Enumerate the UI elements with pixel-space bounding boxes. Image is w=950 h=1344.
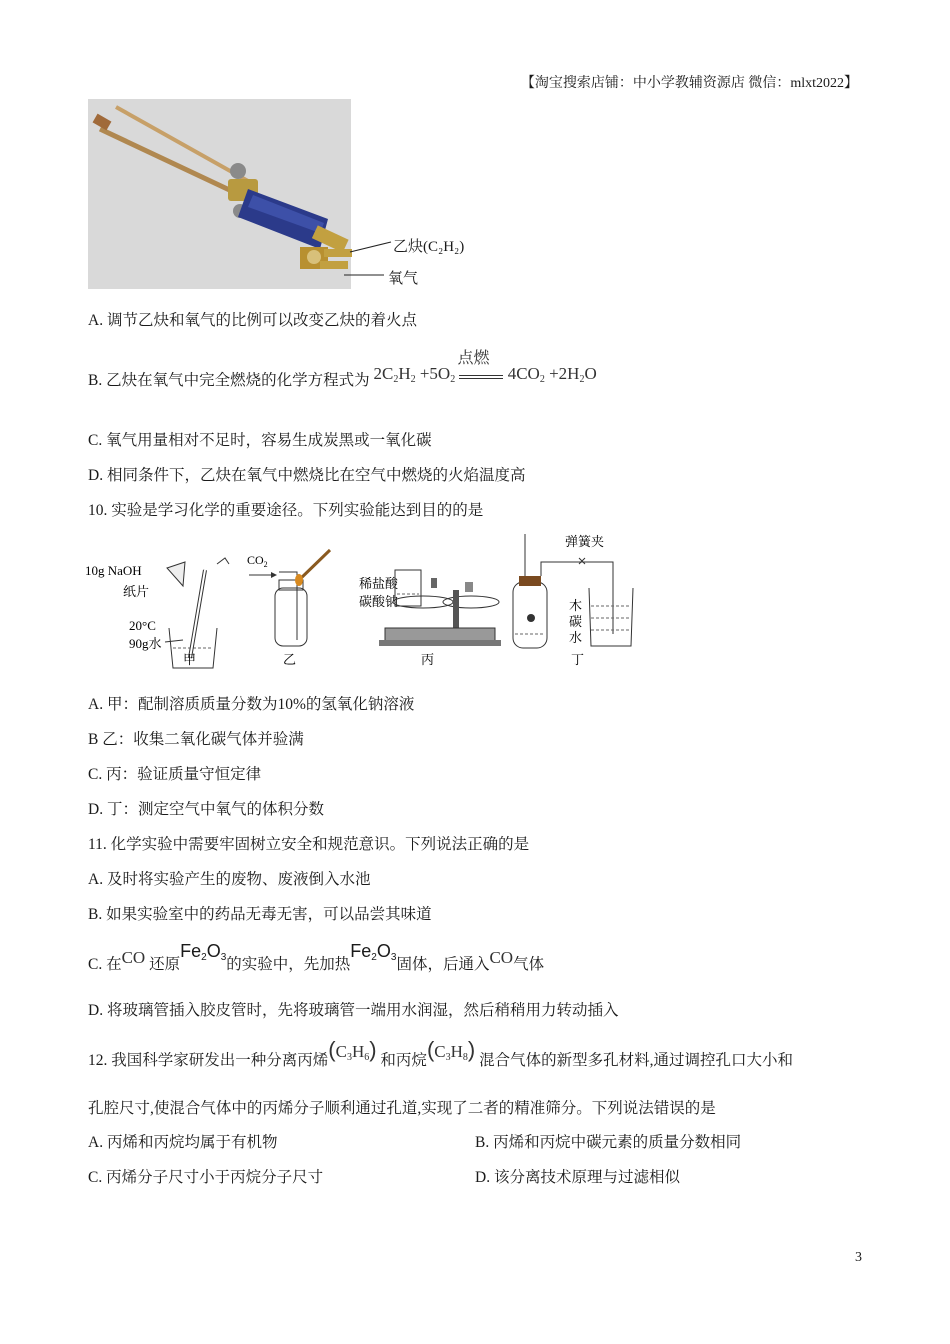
jia-label: 甲 bbox=[183, 652, 197, 667]
q12-stem-line2: 孔腔尺寸,使混合气体中的丙烯分子顺利通过孔道,实现了二者的精准筛分。下列说法错误的是 bbox=[88, 1100, 716, 1117]
q11-option-c: C. 在CO 还原$Fe_2O_3$的实验中，先加热$Fe_2O_3$固体，后通入CO气体 bbox=[88, 941, 545, 973]
q11-option-b: B. 如果实验室中的药品无毒无害，可以品尝其味道 bbox=[88, 906, 432, 923]
q9-option-d: D. 相同条件下，乙炔在氧气中燃烧比在空气中燃烧的火焰温度高 bbox=[88, 467, 526, 484]
ding-label: 丁 bbox=[571, 652, 585, 667]
q10-option-c: C. 丙：验证质量守恒定律 bbox=[88, 766, 262, 783]
q12-option-b: B. 丙烯和丙烷中碳元素的质量分数相同 bbox=[475, 1134, 742, 1151]
q11-option-a: A. 及时将实验产生的废物、废液倒入水池 bbox=[88, 871, 371, 888]
jia-temp-label: 20°C bbox=[129, 618, 156, 633]
jia-paper-label: 纸片 bbox=[123, 584, 150, 599]
q11-stem: 11. 化学实验中需要牢固树立安全和规范意识。下列说法正确的是 bbox=[88, 836, 530, 853]
q12-option-a: A. 丙烯和丙烷均属于有机物 bbox=[88, 1134, 278, 1151]
q9-option-b-text: B. 乙炔在氧气中完全燃烧的化学方程式为 bbox=[88, 372, 370, 389]
q11-option-d: D. 将玻璃管插入胶皮管时，先将玻璃管一端用水润湿，然后稍稍用力转动插入 bbox=[88, 1002, 619, 1019]
q10-option-a: A. 甲：配制溶质质量分数为10%的氢氧化钠溶液 bbox=[88, 696, 415, 713]
page-header: 【淘宝搜索店铺：中小学教辅资源店 微信：mlxt2022】 bbox=[520, 76, 858, 91]
combustion-equation: $2C_2H_2 +5O_2$ 点燃 $4CO_2 +2H_2O$ bbox=[373, 350, 597, 385]
jia-naoh-label: 10g NaOH bbox=[85, 563, 142, 578]
experiment-figure bbox=[85, 530, 645, 670]
ding-charcoal-label-1: 木 bbox=[569, 598, 583, 613]
q9-option-b bbox=[88, 350, 597, 396]
q9-option-c: C. 氧气用量相对不足时，容易生成炭黑或一氧化碳 bbox=[88, 432, 432, 449]
yi-label: 乙 bbox=[283, 652, 297, 667]
acetylene-label: 乙炔(C₂H₂) bbox=[393, 239, 465, 255]
bing-acid-label: 稀盐酸 bbox=[359, 576, 399, 591]
q10-stem: 10. 实验是学习化学的重要途径。下列实验能达到目的的是 bbox=[88, 502, 484, 519]
page-number: 3 bbox=[855, 1250, 862, 1265]
q12-stem: 12. 我国科学家研发出一种分离丙烯$(C_3H_6)$ 和丙烷$(C_3H_8)$ 混合气体的新型多孔材料,通过调控孔口大小和 bbox=[88, 1037, 793, 1069]
ding-clip-label: 弹簧夹 bbox=[565, 534, 605, 549]
svg-text:CO2: $CO_2$ bbox=[247, 553, 268, 569]
q12-option-d: D. 该分离技术原理与过滤相似 bbox=[475, 1169, 680, 1186]
q9-option-a: A. 调节乙炔和氧气的比例可以改变乙炔的着火点 bbox=[88, 312, 417, 329]
bing-salt-label: 碳酸钠 bbox=[359, 594, 399, 609]
q10-option-d: D. 丁：测定空气中氧气的体积分数 bbox=[88, 801, 324, 818]
ding-water-label: 水 bbox=[569, 630, 583, 645]
q10-option-b: B 乙：收集二氧化碳气体并验满 bbox=[88, 731, 304, 748]
bing-label: 丙 bbox=[421, 652, 435, 667]
ding-charcoal-label-2: 碳 bbox=[569, 614, 583, 629]
torch-figure bbox=[88, 99, 488, 289]
jia-water-label: 90g水 bbox=[129, 636, 162, 651]
q12-option-c: C. 丙烯分子尺寸小于丙烷分子尺寸 bbox=[88, 1169, 324, 1186]
oxygen-label: 氧气 bbox=[388, 271, 419, 287]
reaction-condition: 点燃 bbox=[457, 350, 490, 367]
